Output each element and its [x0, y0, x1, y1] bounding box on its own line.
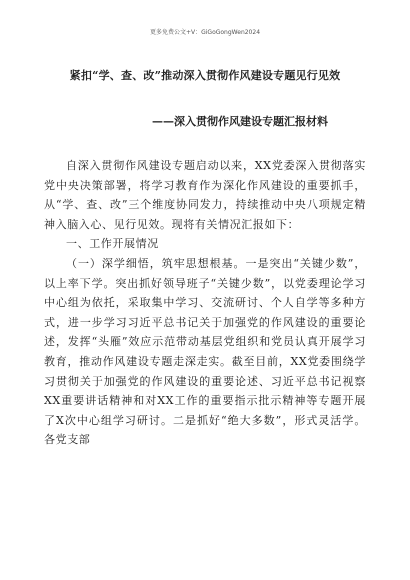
document-subtitle: ——深入贯彻作风建设专题汇报材料 [152, 115, 328, 128]
document-body [44, 156, 366, 450]
section-heading: 一、工作开展情况 [66, 237, 159, 251]
header-note: 更多免费公文+V：GiGoGongWen2024 [149, 29, 261, 36]
intro-paragraph: 自深入贯彻作风建设专题启动以来，XX党委深入贯彻落实党中央决策部署，将学习教育作为深化作风建设的重要抓手，从“学、查、改”三个维度协同发力，持续推动中央八项规定精神入脑入心、见行见效。现将有关情况汇报如下： [44, 159, 366, 231]
document-title: 紧扣“学、查、改”推动深入贯彻作风建设专题见行见效 [69, 69, 341, 82]
body-paragraph: （一）深学细悟，筑牢思想根基。一是突出“关键少数”，以上率下学。突出抓好领导班子“关键少数”，以党委理论学习中心组为依托，采取集中学习、交流研讨、个人自学等多种方式，进一步学习习近平总书记关于加强党的作风建设的重要论述，发挥“头雁”效应示范带动基层党组织和党员认真开展学习教育，推动作风建设专题走深走实。截至目前，XX党委围绕学习贯彻关于加强党的作风建设的重要论述、习近平总书记视察XX重要讲话精神和对XX工作的重要指示批示精神等专题开展了X次中心组学习研讨。二是抓好“绝大多数”，形式灵活学。各党支部 [44, 256, 366, 447]
